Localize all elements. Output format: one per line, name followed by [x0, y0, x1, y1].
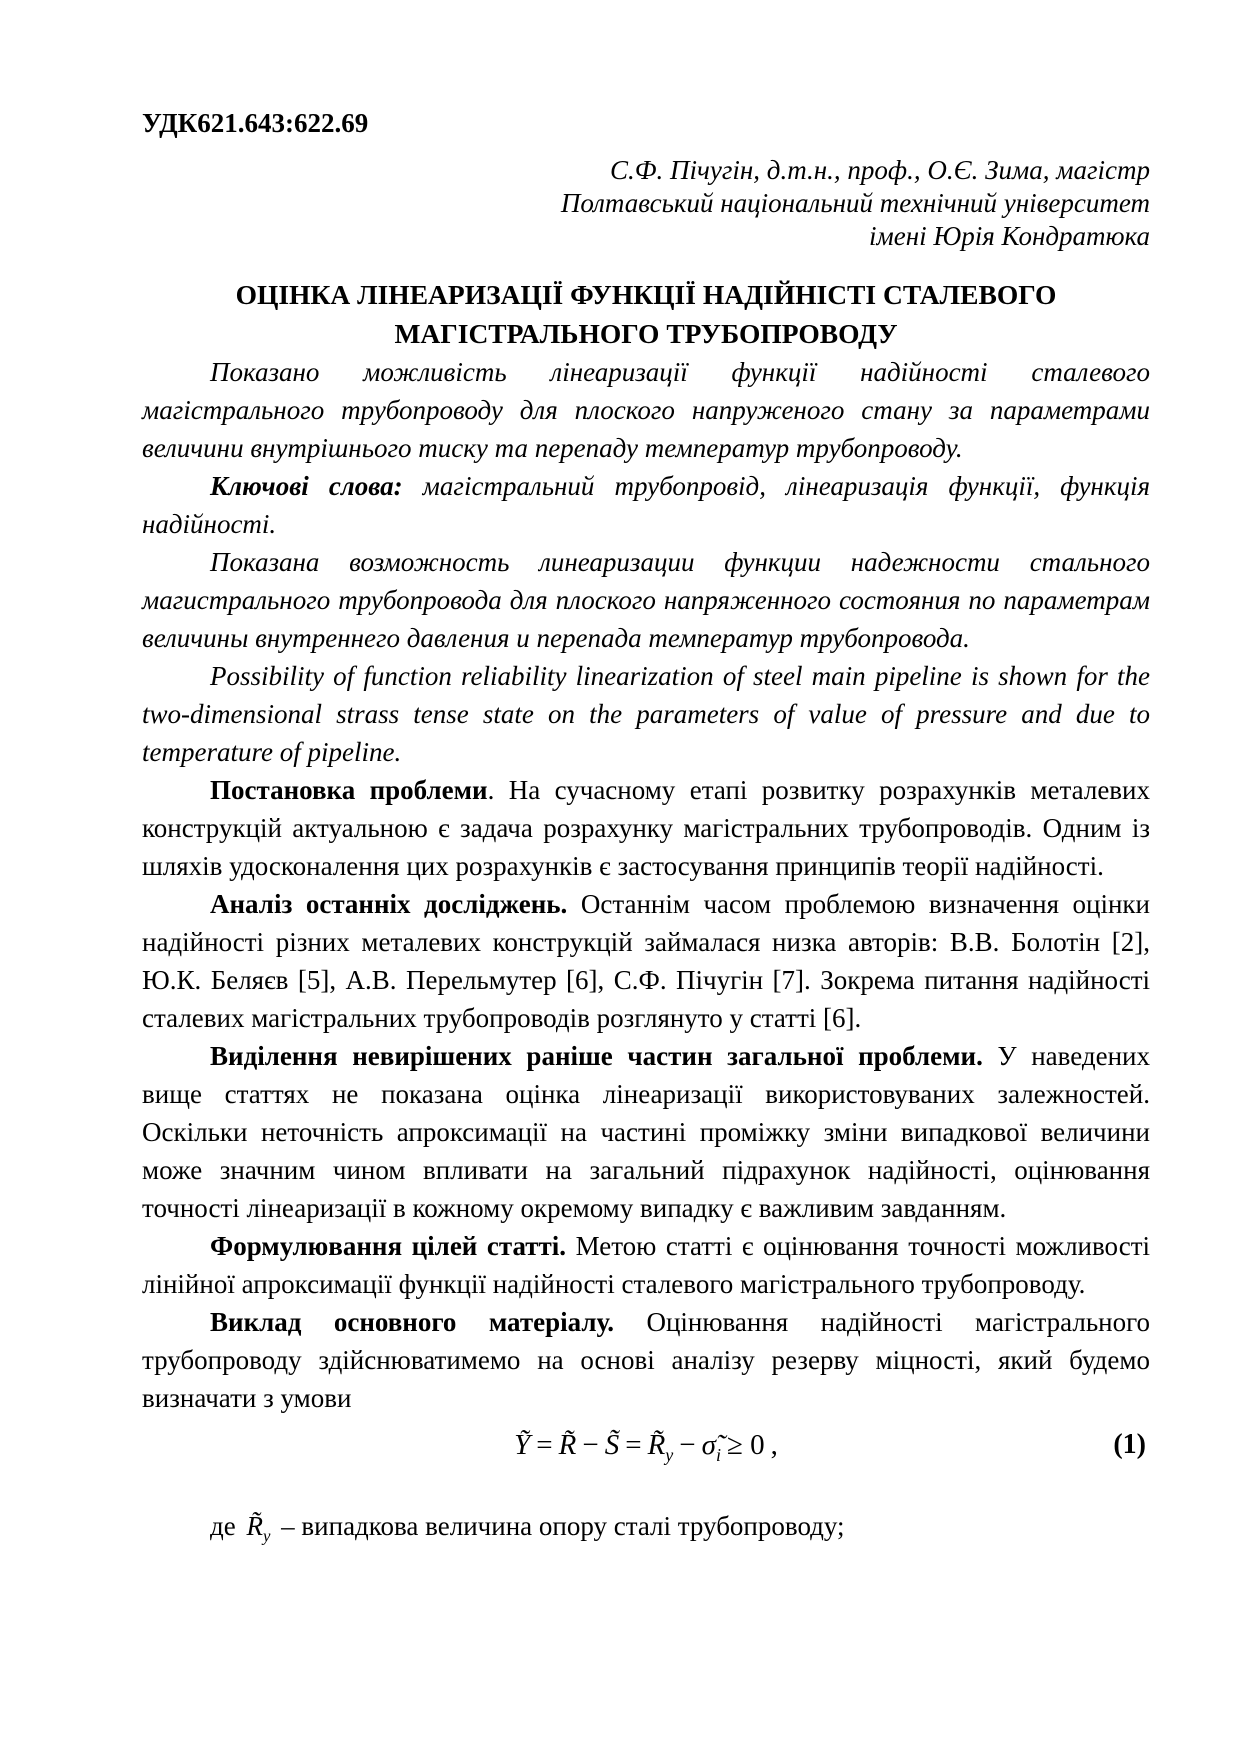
variable-Ry-tilde: R̃ — [647, 1429, 666, 1461]
section-problem-statement — [142, 771, 1150, 885]
section-body-unsolved-parts: У наведених вище статтях не показана оцінка лінеаризації використовуваних залежностей. Оскільки неточність апроксимації на частині проміжку зміни випадкової величини може значним чином впливати на загальний підрахунок надійності, оцінювання точності лінеаризації в кожному окремому випадку є важливим завданням. — [142, 1041, 1150, 1223]
author-line-2: Полтавський національний технічний університет — [560, 188, 1150, 218]
variable-Y-tilde: Ỹ — [514, 1429, 531, 1461]
keywords-text: магістральний трубопровід, лінеаризація функції, функція надійності. — [142, 471, 1151, 539]
article-title — [142, 275, 1150, 353]
section-head-main-material: Виклад основного матеріалу. — [210, 1307, 615, 1337]
section-body-main-material: Оцінювання надійності магістрального трубопроводу здійснюватимемо на основі аналізу резерву міцності, який будемо визначати з умови — [142, 1307, 1150, 1413]
article-title-line-1: ОЦІНКА ЛІНЕАРИЗАЦІЇ ФУНКЦІЇ НАДІЙНІСТІ СТАЛЕВОГО — [235, 279, 1057, 310]
equals-sign: = — [625, 1429, 642, 1461]
section-main-material — [142, 1303, 1150, 1417]
variable-sigma-tilde: σ̃ — [701, 1429, 716, 1461]
subscript-y: y — [262, 1526, 271, 1546]
section-unsolved-parts — [142, 1037, 1150, 1227]
section-body-problem-statement: . На сучасному етапі розвитку розрахунків металевих конструкцій актуальною є задача розрахунку магістральних трубопроводів. Одним із шляхів удосконалення цих розрахунків є застосування принципів теорії надійності. — [142, 775, 1151, 881]
equation-comma: , — [770, 1429, 778, 1461]
article-title-line-2: МАГІСТРАЛЬНОГО ТРУБОПРОВОДУ — [394, 318, 898, 349]
abstract-ukrainian: Показано можливість лінеаризації функції надійності сталевого магістрального трубопроводу для плоского напруженого стану за параметрами величини внутрішнього тиску та перепаду температур трубопроводу. — [142, 357, 1150, 463]
author-line-1: С.Ф. Пічугін, д.т.н., проф., О.Є. Зима, магістр — [610, 155, 1150, 185]
section-head-recent-research: Аналіз останніх досліджень. — [210, 889, 568, 919]
equation-1 — [514, 1429, 778, 1465]
section-head-problem-statement: Постановка проблеми — [210, 775, 488, 805]
abstract-english: Possibility of function reliability linearization of steel main pipeline is shown for the two-dimensional strass tense state on the parameters of value of pressure and due to temperature of pipeline. — [142, 661, 1150, 767]
minus-sign: − — [679, 1429, 696, 1461]
author-line-3: імені Юрія Кондратюка — [869, 221, 1150, 251]
keywords-label: Ключові слова: — [210, 471, 403, 501]
where-line — [142, 1507, 1150, 1555]
keywords-line — [142, 467, 1150, 543]
section-head-unsolved-parts: Виділення невирішених раніше частин загальної проблеми. — [210, 1041, 983, 1071]
section-recent-research — [142, 885, 1150, 1037]
equals-sign: = — [536, 1429, 553, 1461]
section-article-goals — [142, 1227, 1150, 1303]
document-page — [142, 104, 1150, 1555]
minus-sign: − — [582, 1429, 599, 1461]
equation-row — [142, 1423, 1150, 1477]
greater-equal-zero: ≥ 0 — [726, 1429, 765, 1461]
variable-Ry-tilde — [242, 1510, 274, 1546]
variable-S-tilde: S̃ — [604, 1429, 620, 1461]
equation-number: (1) — [1113, 1429, 1146, 1460]
udc-code: УДК621.643:622.69 — [142, 108, 369, 138]
section-head-article-goals: Формулювання цілей статті. — [210, 1231, 567, 1261]
author-block — [142, 154, 1150, 253]
section-body-article-goals: Метою статті є оцінювання точності можливості лінійної апроксимації функції надійності сталевого магістрального трубопроводу. — [142, 1231, 1151, 1299]
subscript-y: y — [665, 1444, 674, 1465]
where-lead: де — [210, 1510, 236, 1541]
section-body-recent-research: Останнім часом проблемою визначення оцінки надійності різних металевих конструкцій займалася низка авторів: В.В. Болотін [2], Ю.К. Беляєв [5], А.В. Перельмутер [6], С.Ф. Пічугін [7]. Зокрема питання надійності сталевих магістральних трубопроводів розглянуто у статті [6]. — [142, 889, 1150, 1033]
R-tilde-symbol: R̃ — [246, 1510, 263, 1541]
subscript-i: i — [715, 1444, 721, 1465]
abstract-russian: Показана возможность линеаризации функции надежности стального магистрального трубопровода для плоского напряженного состояния по параметрам величины внутреннего давления и перепада температур трубопровода. — [142, 547, 1150, 653]
where-text: – випадкова величина опору сталі трубопроводу; — [281, 1510, 845, 1541]
variable-R-tilde: R̃ — [558, 1429, 577, 1461]
